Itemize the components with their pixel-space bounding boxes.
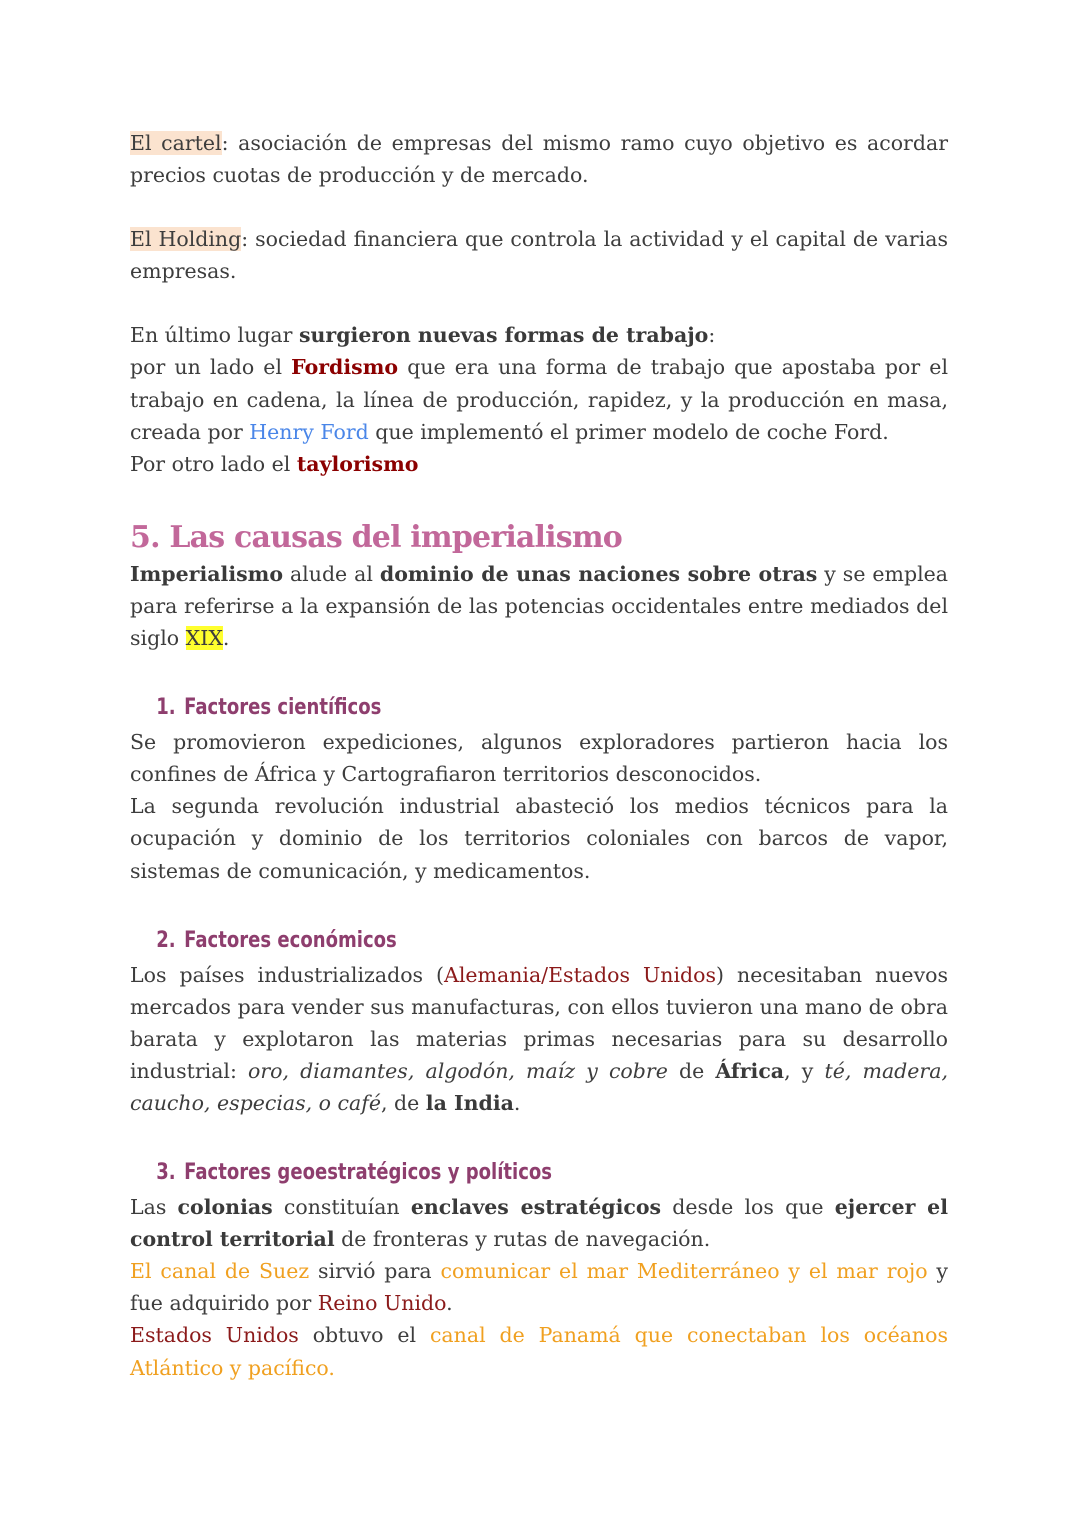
subheading-label: Factores geoestratégicos y políticos	[184, 1160, 553, 1186]
economicos-text-3: de	[667, 1058, 716, 1083]
subheading-number: 1.	[156, 695, 176, 721]
economicos-india-goods: té, madera, caucho, especias, o café	[130, 1058, 948, 1115]
fordismo-term: Fordismo	[291, 355, 399, 380]
geo-colonias: colonias	[177, 1195, 273, 1220]
geo-text-7: .	[446, 1291, 453, 1316]
cartel-definition: : asociación de empresas del mismo ramo cuyo objetivo es acordar precios cuotas de producción y de mercado.	[130, 131, 948, 188]
economicos-text-4: , y	[784, 1058, 825, 1083]
fordismo-text-3: que implementó el primer modelo de coche Ford.	[368, 419, 889, 444]
geo-text-4: de fronteras y rutas de navegación.	[334, 1227, 711, 1252]
imperialismo-text-1: alude al	[283, 561, 380, 586]
geoestrategicos-paragraph-2	[130, 1255, 948, 1319]
henry-ford-name: Henry Ford	[249, 419, 369, 444]
canal-panama: canal de Panamá que conectaban los océanos Atlántico y pacífico.	[130, 1323, 949, 1380]
trabajo-intro-end: :	[708, 323, 716, 348]
geo-text-2: constituían	[272, 1195, 411, 1220]
section-title-imperialismo: 5. Las causas del imperialismo	[130, 519, 622, 555]
cartel-paragraph	[130, 127, 948, 191]
subheading-factores-cientificos	[130, 690, 801, 726]
holding-paragraph	[130, 223, 948, 287]
geo-text-1: Las	[130, 1195, 178, 1220]
subheading-label: Factores científicos	[184, 695, 382, 721]
economicos-end: .	[513, 1090, 521, 1115]
geo-text-5: sirvió para	[309, 1259, 441, 1284]
geoestrategicos-paragraph-1	[130, 1191, 948, 1255]
siglo-xix-highlight: XIX	[185, 626, 223, 651]
imperialismo-end: .	[222, 626, 230, 651]
imperialismo-paragraph	[130, 558, 948, 654]
imperialismo-term: Imperialismo	[130, 561, 284, 586]
taylorismo-term: taylorismo	[296, 451, 419, 476]
holding-term: El Holding	[130, 227, 242, 252]
reino-unido: Reino Unido	[317, 1291, 447, 1316]
economicos-africa: África	[715, 1058, 785, 1083]
cientificos-paragraph-2: La segunda revolución industrial abasteció los medios técnicos para la ocupación y dominio de los territorios coloniales con barcos de vapor, sistemas de comunicación, y medicamentos.	[130, 794, 948, 883]
economicos-text-2: ) necesitaban nuevos mercados para vender sus manufacturas, con ellos tuvieron una mano de obra barata y explotaron las materias primas necesarias para su desarrollo industrial:	[130, 962, 949, 1083]
economicos-text-1: Los países industrializados (	[130, 962, 445, 987]
economicos-text-5: , de	[380, 1090, 426, 1115]
geo-text-3: desde los que	[661, 1195, 835, 1220]
cientificos-paragraph-1: Se promovieron expediciones, algunos exploradores partieron hacia los confines de África y Cartografiaron territorios desconocidos.	[130, 730, 948, 787]
trabajo-intro-bold: surgieron nuevas formas de trabajo	[298, 323, 709, 348]
cartel-term: El cartel	[130, 131, 222, 155]
economicos-paragraph	[130, 959, 948, 1119]
trabajo-intro-text: En último lugar	[130, 323, 299, 348]
fordismo-text-1: por un lado el	[130, 355, 292, 380]
holding-definition: : sociedad financiera que controla la actividad y el capital de varias empresas.	[130, 227, 948, 284]
fordismo-text-2: que era una forma de trabajo que apostaba por el trabajo en cadena, la línea de producción, rapidez, y la producción en masa, creada por	[130, 355, 948, 444]
geoestrategicos-paragraph-3	[130, 1319, 948, 1383]
geo-enclaves: enclaves estratégicos	[410, 1195, 662, 1220]
trabajo-intro	[130, 319, 948, 351]
document-page	[130, 127, 948, 1384]
subheading-number: 2.	[156, 927, 176, 953]
fordismo-paragraph	[130, 351, 948, 447]
subheading-number: 3.	[156, 1160, 176, 1186]
geo-control: ejercer el control territorial	[130, 1195, 948, 1252]
subheading-factores-economicos	[130, 923, 801, 959]
subheading-label: Factores económicos	[184, 927, 397, 953]
estados-unidos: Estados Unidos	[130, 1323, 299, 1348]
taylorismo-text: Por otro lado el	[130, 451, 297, 476]
canal-suez: El canal de Suez	[130, 1259, 310, 1284]
economicos-countries: Alemania/Estados Unidos	[444, 962, 717, 987]
canal-suez-desc: comunicar el mar Mediterráneo y el mar rojo	[440, 1259, 928, 1284]
economicos-africa-goods: oro, diamantes, algodón, maíz y cobre	[248, 1058, 668, 1083]
imperialismo-dominio: dominio de unas naciones sobre otras	[379, 561, 818, 586]
geo-text-6: y fue adquirido por	[130, 1259, 948, 1316]
imperialismo-text-2: y se emplea para referirse a la expansión de las potencias occidentales entre mediados del siglo	[130, 561, 948, 651]
geo-text-8: obtuvo el	[298, 1323, 430, 1348]
taylorismo-paragraph	[130, 448, 948, 480]
subheading-factores-geoestrategicos	[130, 1155, 801, 1191]
economicos-india: la India	[425, 1090, 514, 1115]
